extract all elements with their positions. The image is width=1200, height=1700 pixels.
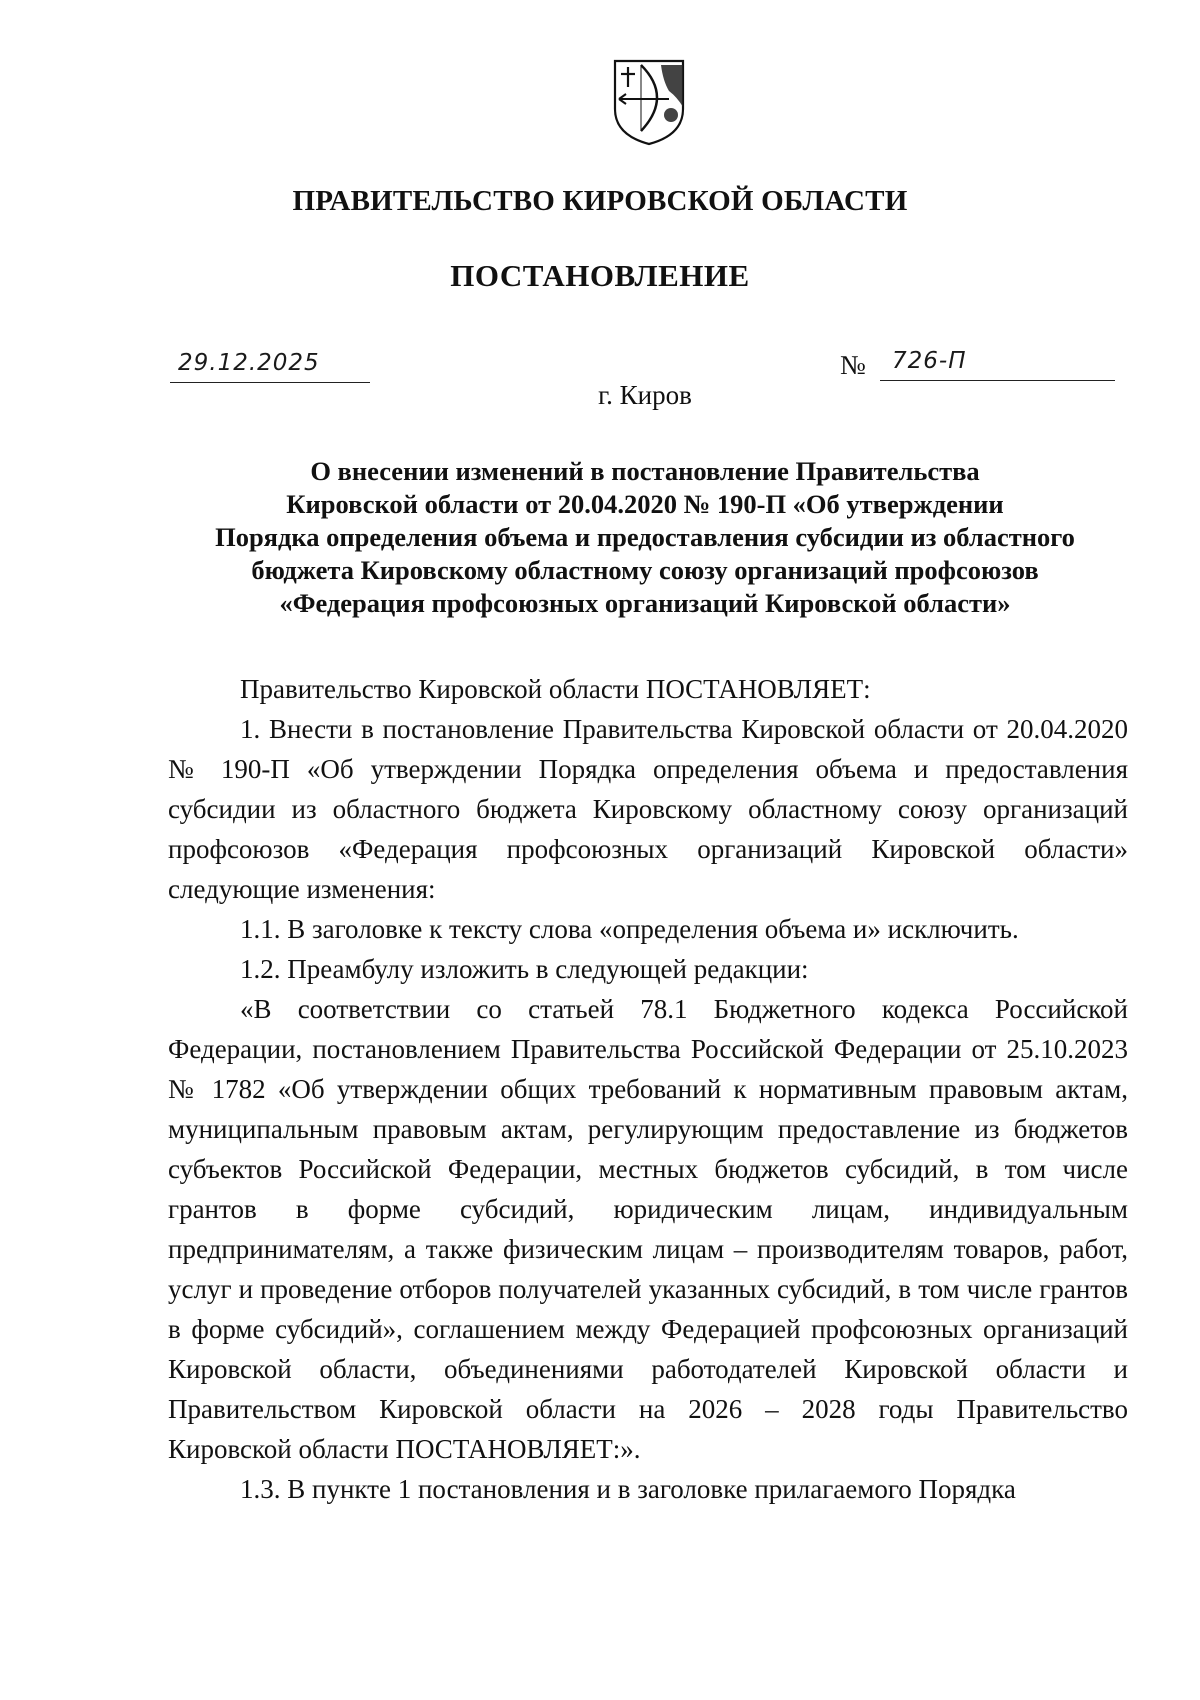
body-paragraph: 1. Внести в постановление Правительства Кировской области от 20.04.2020 № 190-П «Об утверждении Порядка определения объема и предоставления субсидии из областного бюджета Кировскому областному союзу организаций профсоюзов «Федерация профсоюзных организаций Кировской области» следующие изменения: (168, 714, 1128, 904)
subject-line: Кировской области от 20.04.2020 № 190-П «Об утверждении (286, 489, 1004, 519)
city: г. Киров (598, 380, 692, 410)
government-name: ПРАВИТЕЛЬСТВО КИРОВСКОЙ ОБЛАСТИ (292, 185, 908, 217)
body-paragraph: «В соответствии со статьей 78.1 Бюджетного кодекса Российской Федерации, постановлением Правительства Российской Федерации от 25.10.2023 № 1782 «Об утверждении общих требований к нормативным правовым актам, муниципальным правовым актам, регулирующим предоставление из бюджетов субъектов Российской Федерации, местных бюджетов субсидий, в том числе грантов в форме субсидий, юридическим лицам, индивидуальным предпринимателям, а также физическим лицам – производителям товаров, работ, услуг и проведение отборов получателей указанных субсидий, в том числе грантов в форме субсидий», соглашением между Федерацией профсоюзных организаций Кировской области, объединениями работодателей Кировской области и Правительством Кировской области на 2026 – 2028 годы Правительство Кировской области ПОСТАНОВЛЯЕТ:». (168, 994, 1128, 1464)
number-sign: № (840, 350, 866, 380)
decree-body (168, 669, 1128, 1509)
date-field (170, 350, 370, 383)
subject-line: «Федерация профсоюзных организаций Кировской области» (279, 588, 1011, 618)
number-underline (880, 348, 1115, 381)
body-paragraph: 1.1. В заголовке к тексту слова «определения объема и» исключить. (240, 914, 1019, 944)
body-paragraph: Правительство Кировской области ПОСТАНОВЛЯЕТ: (240, 674, 871, 704)
subject-line: бюджета Кировскому областному союзу организаций профсоюзов (251, 555, 1039, 585)
subject-line: О внесении изменений в постановление Правительства (310, 456, 980, 486)
subject-line: Порядка определения объема и предоставления субсидии из областного (215, 522, 1075, 552)
decree-number: 726-П (892, 348, 967, 374)
body-paragraph: 1.3. В пункте 1 постановления и в заголовке прилагаемого Порядка (240, 1474, 1016, 1504)
kirov-oblast-coat-of-arms-icon (611, 57, 687, 147)
document-type-title: ПОСТАНОВЛЕНИЕ (450, 258, 750, 293)
body-paragraph: 1.2. Преамбулу изложить в следующей редакции: (240, 954, 809, 984)
decree-date: 29.12.2025 (178, 350, 320, 376)
decree-subject (150, 455, 1140, 620)
decree-number-field (840, 348, 1115, 382)
